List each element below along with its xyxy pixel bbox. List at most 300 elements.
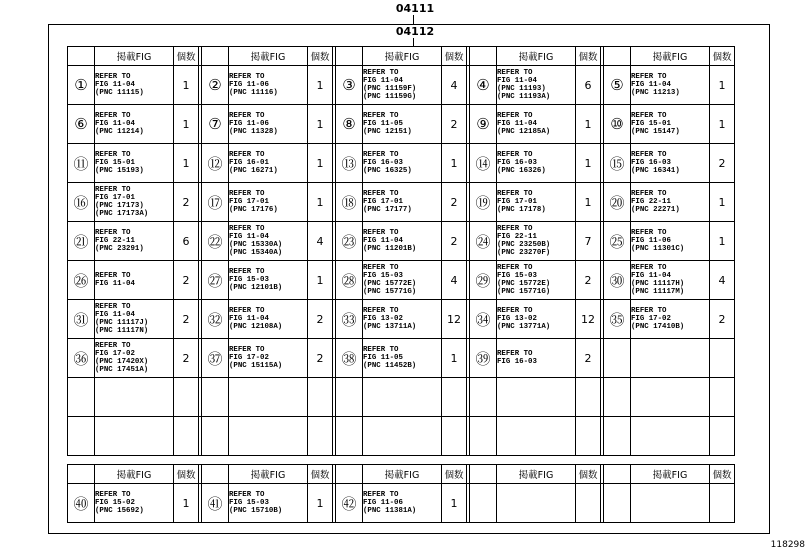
reference-line: FIG 11-05 (363, 354, 403, 362)
item-number: ⑮ (604, 144, 631, 183)
reference-line: (PNC 11213) (631, 89, 680, 97)
reference-line: FIG 11-04 (95, 81, 135, 89)
fig-reference (363, 484, 442, 523)
item-number: ⑰ (202, 183, 229, 222)
fig-reference (631, 339, 710, 378)
reference-line: REFER TO (363, 190, 399, 198)
header-blank (202, 47, 229, 66)
item-number: ⑤ (604, 66, 631, 105)
reference-line: FIG 17-01 (229, 198, 269, 206)
item-number: ㉙ (470, 261, 497, 300)
header-blank (68, 465, 95, 484)
item-number: ⑦ (202, 105, 229, 144)
reference-line: FIG 16-03 (631, 159, 671, 167)
item-number (68, 417, 95, 456)
quantity: 4 (442, 261, 467, 300)
reference-line: (PNC 16341) (631, 167, 680, 175)
item-number: ⑭ (470, 144, 497, 183)
reference-line: FIG 11-06 (229, 81, 269, 89)
reference-line: REFER TO (631, 229, 667, 237)
reference-line: REFER TO (229, 268, 265, 276)
reference-line: (PNC 17420X) (95, 358, 149, 366)
reference-line: (PNC 11381A) (363, 507, 417, 515)
quantity (710, 339, 735, 378)
reference-line: (PNC 15771G) (363, 288, 417, 296)
reference-line: REFER TO (631, 73, 667, 81)
table-row (68, 300, 735, 339)
quantity: 1 (442, 484, 467, 523)
reference-line: REFER TO (497, 350, 533, 358)
fig-reference (95, 66, 174, 105)
fig-reference (497, 378, 576, 417)
quantity: 2 (442, 105, 467, 144)
reference-line: (PNC 15710B) (229, 507, 283, 515)
reference-line: REFER TO (363, 346, 399, 354)
item-number: ㉗ (202, 261, 229, 300)
fig-reference (363, 105, 442, 144)
reference-line: FIG 15-03 (229, 276, 269, 284)
fig-reference (95, 417, 174, 456)
header-blank (470, 47, 497, 66)
part-code-label: 04111 (395, 2, 435, 15)
table-row (68, 144, 735, 183)
reference-line: FIG 11-04 (95, 280, 135, 288)
reference-line: REFER TO (95, 272, 131, 280)
header-qty: 個数 (576, 47, 601, 66)
item-number (604, 378, 631, 417)
fig-reference (229, 339, 308, 378)
leader-line (413, 15, 414, 24)
reference-line: (PNC 12108A) (229, 323, 283, 331)
reference-line: FIG 15-01 (95, 159, 135, 167)
quantity: 2 (174, 183, 199, 222)
header-fig: 掲載FIG (229, 465, 308, 484)
reference-line: (PNC 15771G) (497, 288, 551, 296)
reference-line: (PNC 11193A) (497, 93, 551, 101)
quantity (308, 417, 333, 456)
quantity: 2 (174, 339, 199, 378)
quantity: 1 (174, 484, 199, 523)
reference-line: FIG 17-01 (497, 198, 537, 206)
main-parts-table (67, 46, 735, 456)
reference-line: FIG 15-01 (631, 120, 671, 128)
reference-line: FIG 15-02 (95, 499, 135, 507)
item-number (336, 417, 363, 456)
header-fig: 掲載FIG (95, 465, 174, 484)
header-blank (470, 465, 497, 484)
reference-line: (PNC 11201B) (363, 245, 417, 253)
item-number (470, 417, 497, 456)
item-number: ㊴ (470, 339, 497, 378)
item-number: ㊳ (336, 339, 363, 378)
quantity (710, 378, 735, 417)
header-fig: 掲載FIG (95, 47, 174, 66)
reference-line: REFER TO (229, 112, 265, 120)
item-number: ㉜ (202, 300, 229, 339)
fig-reference (363, 339, 442, 378)
item-number: ㊷ (336, 484, 363, 523)
fig-reference (497, 339, 576, 378)
quantity: 1 (442, 144, 467, 183)
quantity (576, 378, 601, 417)
reference-line: FIG 11-04 (631, 272, 671, 280)
reference-line: (PNC 15340A) (229, 249, 283, 257)
reference-line: REFER TO (497, 264, 533, 272)
reference-line: REFER TO (95, 151, 131, 159)
fig-reference (229, 261, 308, 300)
quantity: 1 (174, 105, 199, 144)
header-fig: 掲載FIG (497, 47, 576, 66)
item-number (604, 417, 631, 456)
item-number: ⑳ (604, 183, 631, 222)
header-qty: 個数 (174, 47, 199, 66)
quantity (174, 378, 199, 417)
item-number: ㉛ (68, 300, 95, 339)
reference-line: (PNC 15115A) (229, 362, 283, 370)
reference-line: FIG 11-04 (363, 77, 403, 85)
quantity: 1 (308, 144, 333, 183)
leader-line (413, 38, 414, 46)
item-number: ㉖ (68, 261, 95, 300)
reference-line: (PNC 12185A) (497, 128, 551, 136)
quantity: 1 (174, 144, 199, 183)
reference-line: REFER TO (363, 264, 399, 272)
item-number: ㊶ (202, 484, 229, 523)
quantity: 2 (174, 300, 199, 339)
quantity: 1 (576, 183, 601, 222)
item-number: ㉓ (336, 222, 363, 261)
reference-line: REFER TO (229, 307, 265, 315)
reference-line: REFER TO (229, 225, 265, 233)
quantity: 2 (710, 300, 735, 339)
table-row (68, 339, 735, 378)
drawing-number: 118298 (770, 540, 805, 550)
fig-reference (497, 66, 576, 105)
fig-reference (497, 417, 576, 456)
reference-line: REFER TO (631, 190, 667, 198)
reference-line: REFER TO (363, 112, 399, 120)
reference-line: REFER TO (95, 73, 131, 81)
reference-line: (PNC 17177) (363, 206, 412, 214)
reference-line: FIG 17-02 (229, 354, 269, 362)
reference-line: FIG 16-01 (229, 159, 269, 167)
reference-line: (PNC 17410B) (631, 323, 685, 331)
quantity: 2 (576, 261, 601, 300)
item-number: ④ (470, 66, 497, 105)
reference-line: (PNC 17173) (95, 202, 144, 210)
fig-reference (497, 144, 576, 183)
reference-line: REFER TO (497, 225, 533, 233)
reference-line: (PNC 17451A) (95, 366, 149, 374)
reference-line: FIG 17-02 (95, 350, 135, 358)
quantity (308, 378, 333, 417)
quantity: 2 (308, 300, 333, 339)
reference-line: FIG 22-11 (631, 198, 671, 206)
quantity: 1 (308, 484, 333, 523)
item-number (470, 378, 497, 417)
reference-line: REFER TO (497, 307, 533, 315)
reference-line: REFER TO (363, 307, 399, 315)
quantity (174, 417, 199, 456)
reference-line: (PNC 13771A) (497, 323, 551, 331)
reference-line: FIG 11-04 (363, 237, 403, 245)
fig-reference (229, 417, 308, 456)
item-number: ㉟ (604, 300, 631, 339)
item-number (604, 484, 631, 523)
item-number (202, 417, 229, 456)
fig-reference (95, 105, 174, 144)
header-qty: 個数 (308, 47, 333, 66)
fig-reference (229, 144, 308, 183)
fig-reference (229, 484, 308, 523)
reference-line: (PNC 15147) (631, 128, 680, 136)
header-blank (604, 47, 631, 66)
item-number: ③ (336, 66, 363, 105)
quantity (710, 484, 735, 523)
item-number: ⑲ (470, 183, 497, 222)
reference-line: FIG 11-05 (363, 120, 403, 128)
quantity: 1 (308, 66, 333, 105)
reference-line: (PNC 11115) (95, 89, 144, 97)
reference-line: (PNC 11301C) (631, 245, 685, 253)
reference-line: REFER TO (95, 303, 131, 311)
item-number: ㊵ (68, 484, 95, 523)
header-fig: 掲載FIG (631, 47, 710, 66)
reference-line: REFER TO (497, 190, 533, 198)
reference-line: FIG 11-06 (631, 237, 671, 245)
reference-line: (PNC 11452B) (363, 362, 417, 370)
header-qty: 個数 (710, 47, 735, 66)
reference-line: FIG 11-04 (631, 81, 671, 89)
reference-line: FIG 22-11 (95, 237, 135, 245)
reference-line: FIG 11-04 (95, 120, 135, 128)
fig-reference (229, 66, 308, 105)
lower-parts-table (67, 464, 735, 523)
header-qty: 個数 (308, 465, 333, 484)
quantity (576, 484, 601, 523)
reference-line: (PNC 23270F) (497, 249, 551, 257)
reference-line: REFER TO (631, 151, 667, 159)
reference-line: REFER TO (95, 112, 131, 120)
header-blank (604, 465, 631, 484)
quantity: 1 (174, 66, 199, 105)
reference-line: REFER TO (363, 229, 399, 237)
header-blank (68, 47, 95, 66)
reference-line: FIG 11-06 (229, 120, 269, 128)
reference-line: REFER TO (95, 186, 131, 194)
reference-line: (PNC 11328) (229, 128, 278, 136)
reference-line: (PNC 17178) (497, 206, 546, 214)
fig-reference (363, 66, 442, 105)
fig-reference (631, 484, 710, 523)
reference-line: FIG 11-04 (497, 120, 537, 128)
fig-reference (631, 300, 710, 339)
item-number (470, 484, 497, 523)
table-row (68, 261, 735, 300)
reference-line: REFER TO (497, 69, 533, 77)
fig-reference (631, 261, 710, 300)
table-row (68, 484, 735, 523)
reference-line: (PNC 11159G) (363, 93, 417, 101)
fig-reference (95, 484, 174, 523)
reference-line: (PNC 12151) (363, 128, 412, 136)
reference-line: REFER TO (497, 151, 533, 159)
fig-reference (229, 183, 308, 222)
reference-line: FIG 13-02 (363, 315, 403, 323)
quantity: 1 (308, 183, 333, 222)
frame-code-label: 04112 (395, 25, 435, 38)
reference-line: FIG 11-06 (363, 499, 403, 507)
table-row (68, 417, 735, 456)
reference-line: (PNC 15193) (95, 167, 144, 175)
quantity: 1 (710, 222, 735, 261)
reference-line: FIG 16-03 (363, 159, 403, 167)
header-fig: 掲載FIG (363, 465, 442, 484)
reference-line: (PNC 15692) (95, 507, 144, 515)
reference-line: (PNC 16326) (497, 167, 546, 175)
fig-reference (497, 261, 576, 300)
reference-line: REFER TO (229, 73, 265, 81)
fig-reference (95, 183, 174, 222)
quantity: 6 (174, 222, 199, 261)
quantity (442, 417, 467, 456)
reference-line: (PNC 11117N) (95, 327, 149, 335)
reference-line: (PNC 13711A) (363, 323, 417, 331)
reference-line: REFER TO (631, 307, 667, 315)
quantity: 1 (442, 339, 467, 378)
item-number (336, 378, 363, 417)
item-number: ⑱ (336, 183, 363, 222)
fig-reference (631, 417, 710, 456)
fig-reference (229, 222, 308, 261)
fig-reference (95, 300, 174, 339)
table-row (68, 378, 735, 417)
fig-reference (363, 183, 442, 222)
reference-line: FIG 16-03 (497, 358, 537, 366)
reference-line: (PNC 11117H) (631, 280, 685, 288)
quantity: 12 (442, 300, 467, 339)
item-number (604, 339, 631, 378)
quantity: 4 (710, 261, 735, 300)
item-number: ② (202, 66, 229, 105)
fig-reference (497, 222, 576, 261)
item-number: ⑩ (604, 105, 631, 144)
reference-line: (PNC 11193) (497, 85, 546, 93)
quantity (442, 378, 467, 417)
header-qty: 個数 (442, 465, 467, 484)
header-row (68, 465, 735, 484)
reference-line: (PNC 11116) (229, 89, 278, 97)
fig-reference (631, 222, 710, 261)
header-qty: 個数 (174, 465, 199, 484)
quantity: 12 (576, 300, 601, 339)
fig-reference (95, 339, 174, 378)
header-blank (202, 465, 229, 484)
reference-line: REFER TO (363, 69, 399, 77)
reference-line: REFER TO (363, 151, 399, 159)
reference-line: REFER TO (631, 112, 667, 120)
quantity: 4 (442, 66, 467, 105)
item-number: ⑧ (336, 105, 363, 144)
reference-line: FIG 16-03 (497, 159, 537, 167)
table-row (68, 66, 735, 105)
item-number: ⑪ (68, 144, 95, 183)
reference-line: REFER TO (229, 346, 265, 354)
header-fig: 掲載FIG (229, 47, 308, 66)
reference-line: FIG 13-02 (497, 315, 537, 323)
item-number: ㊲ (202, 339, 229, 378)
item-number: ㉑ (68, 222, 95, 261)
reference-line: FIG 11-04 (95, 311, 135, 319)
fig-reference (229, 105, 308, 144)
reference-line: REFER TO (95, 342, 131, 350)
reference-line: (PNC 11117M) (631, 288, 685, 296)
fig-reference (497, 300, 576, 339)
reference-line: REFER TO (497, 112, 533, 120)
reference-line: (PNC 22271) (631, 206, 680, 214)
reference-line: REFER TO (229, 151, 265, 159)
fig-reference (631, 378, 710, 417)
fig-reference (95, 144, 174, 183)
table-row (68, 183, 735, 222)
fig-reference (363, 222, 442, 261)
reference-line: FIG 17-01 (95, 194, 135, 202)
quantity: 1 (710, 105, 735, 144)
reference-line: FIG 11-04 (229, 233, 269, 241)
fig-reference (363, 417, 442, 456)
header-qty: 個数 (576, 465, 601, 484)
fig-reference (363, 144, 442, 183)
quantity: 7 (576, 222, 601, 261)
fig-reference (229, 378, 308, 417)
quantity (576, 417, 601, 456)
fig-reference (631, 66, 710, 105)
quantity: 4 (308, 222, 333, 261)
quantity: 2 (710, 144, 735, 183)
item-number: ⑫ (202, 144, 229, 183)
fig-reference (95, 261, 174, 300)
quantity: 6 (576, 66, 601, 105)
reference-line: REFER TO (631, 264, 667, 272)
quantity: 2 (174, 261, 199, 300)
fig-reference (631, 105, 710, 144)
quantity: 1 (308, 261, 333, 300)
reference-line: FIG 15-03 (497, 272, 537, 280)
reference-line: REFER TO (229, 491, 265, 499)
item-number: ⑯ (68, 183, 95, 222)
reference-line: FIG 11-04 (229, 315, 269, 323)
item-number (68, 378, 95, 417)
item-number: ㉚ (604, 261, 631, 300)
fig-reference (631, 183, 710, 222)
reference-line: (PNC 11159F) (363, 85, 417, 93)
item-number (202, 378, 229, 417)
header-qty: 個数 (442, 47, 467, 66)
reference-line: (PNC 23291) (95, 245, 144, 253)
header-fig: 掲載FIG (631, 465, 710, 484)
reference-line: REFER TO (229, 190, 265, 198)
reference-line: (PNC 11117J) (95, 319, 149, 327)
header-blank (336, 465, 363, 484)
reference-line: REFER TO (95, 229, 131, 237)
quantity: 1 (710, 66, 735, 105)
fig-reference (497, 105, 576, 144)
reference-line: (PNC 17176) (229, 206, 278, 214)
item-number: ① (68, 66, 95, 105)
fig-reference (497, 183, 576, 222)
quantity: 1 (576, 144, 601, 183)
item-number: ⑥ (68, 105, 95, 144)
